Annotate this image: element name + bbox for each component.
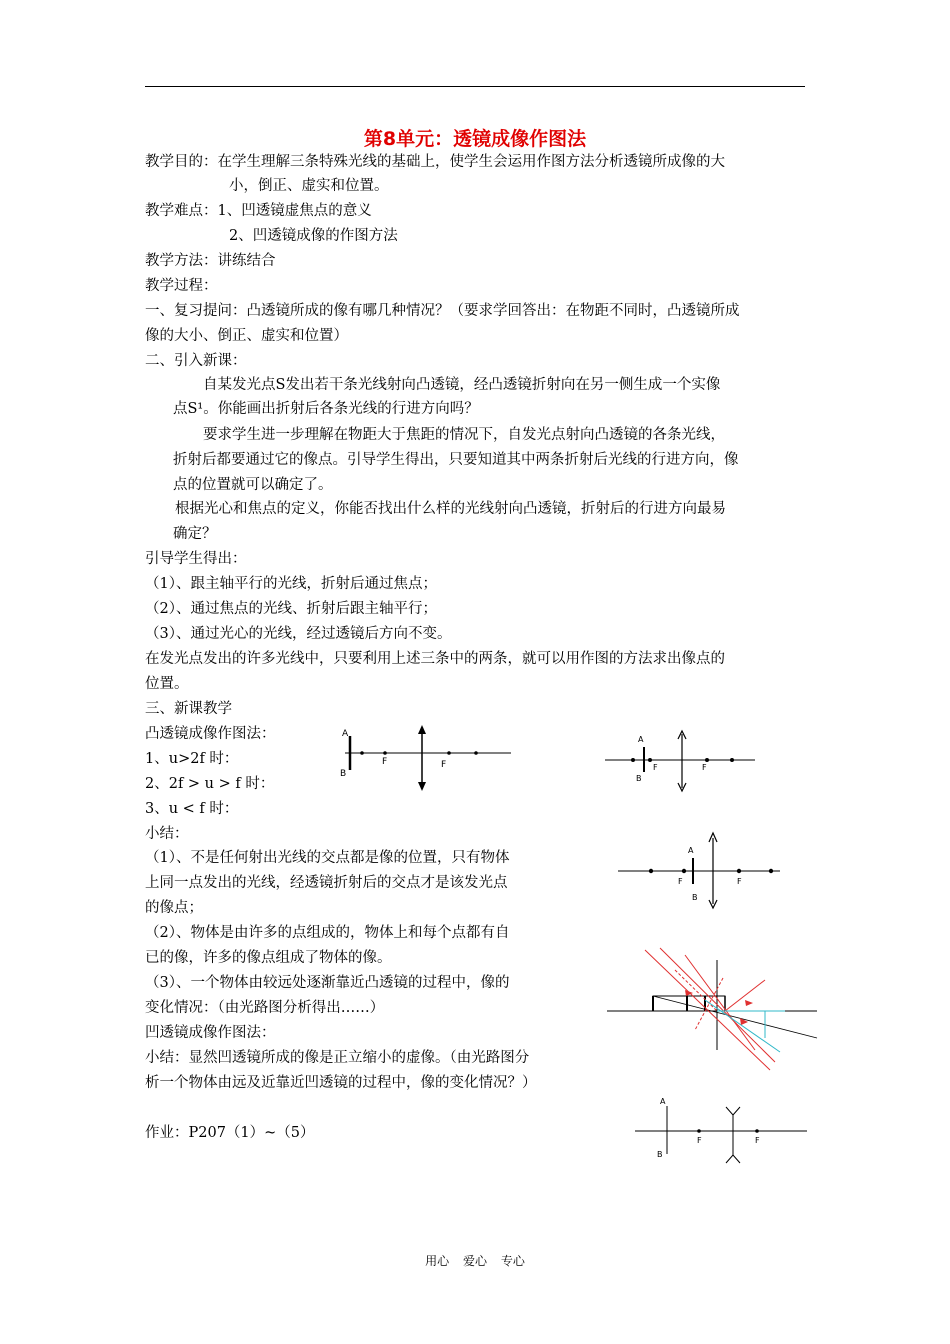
text-line: 的像点；	[145, 900, 203, 916]
label-f: F	[702, 763, 707, 772]
footer-text: 用心	[425, 1254, 450, 1268]
text-line: 点S¹。你能画出折射后各条光线的行进方向吗？	[173, 401, 479, 417]
text-line: 在发光点发出的许多光线中，只要利用上述三条中的两条，就可以用作图的方法求出像点的	[145, 651, 725, 667]
text-line: 1、u>2f 时：	[145, 751, 239, 767]
text-line: 三、新课教学	[145, 701, 232, 717]
diagram-u-gt-2f	[335, 722, 515, 792]
text-line: （2）、物体是由许多的点组成的，物体上和每个点都有自	[145, 925, 510, 941]
text-line: 一、复习提问：凸透镜所成的像有哪几种情况？（要求学回答出：在物距不同时，凸透镜所成	[145, 303, 740, 319]
text-line: （3）、通过光心的光线，经过透镜后方向不变。	[145, 626, 452, 642]
label-a: A	[638, 735, 644, 744]
text-line: 引导学生得出：	[145, 551, 247, 567]
label-a: A	[342, 729, 349, 739]
text-line: 位置。	[145, 676, 189, 692]
header-rule	[145, 86, 805, 87]
text-line: 小结：显然凹透镜所成的像是正立缩小的虚像。（由光路图分	[145, 1050, 530, 1066]
label-a: A	[660, 1097, 666, 1106]
label-b: B	[636, 774, 642, 783]
label-f: F	[755, 1136, 760, 1145]
text-line: 2、凹透镜成像的作图方法	[229, 228, 398, 244]
text-line: 2、2f > u > f 时：	[145, 776, 275, 792]
label-a: A	[688, 846, 694, 855]
text-line: 变化情况：（由光路图分析得出……）	[145, 1000, 385, 1016]
label-f: F	[697, 1136, 702, 1145]
diagram-u-lt-f	[615, 828, 785, 910]
text-line: 析一个物体由远及近靠近凹透镜的过程中，像的变化情况？）	[145, 1075, 537, 1091]
diagram-2f-gt-u-gt-f	[600, 728, 760, 794]
label-f: F	[653, 763, 658, 772]
diagram-ray-sketch	[605, 940, 820, 1080]
text-line: 已的像，许多的像点组成了物体的像。	[145, 950, 392, 966]
text-line: 教学难点：1、凹透镜虚焦点的意义	[145, 203, 372, 219]
text-line: 作业：P207（1）~（5）	[145, 1125, 315, 1141]
text-line: 凸透镜成像作图法：	[145, 726, 276, 742]
text-line: 点的位置就可以确定了。	[173, 477, 333, 493]
text-line: 要求学生进一步理解在物距大于焦距的情况下，自发光点射向凸透镜的各条光线，	[203, 427, 725, 443]
footer-text: 专心	[500, 1254, 525, 1268]
footer-text: 爱心	[462, 1254, 487, 1268]
label-b: B	[340, 769, 347, 779]
text-line: 折射后都要通过它的像点。引导学生得出，只要知道其中两条折射后光线的行进方向，像	[173, 452, 739, 468]
label-f: F	[382, 757, 388, 767]
text-line: 凹透镜成像作图法：	[145, 1025, 276, 1041]
text-line: 自某发光点S发出若干条光线射向凸透镜，经凸透镜折射向在另一侧生成一个实像	[203, 377, 721, 393]
text-line: 教学方法：讲练结合	[145, 253, 276, 269]
text-line: 确定？	[173, 526, 217, 542]
text-line: 上同一点发出的光线，经透镜折射后的交点才是该发光点	[145, 875, 508, 891]
diagram-concave-lens	[630, 1092, 810, 1164]
text-line: （3）、一个物体由较远处逐渐靠近凸透镜的过程中，像的	[145, 975, 510, 991]
text-line: 二、引入新课：	[145, 353, 247, 369]
text-line: （1）、跟主轴平行的光线，折射后通过焦点；	[145, 576, 437, 592]
text-line: （2）、通过焦点的光线、折射后跟主轴平行；	[145, 601, 437, 617]
text-line: 小结：	[145, 826, 189, 842]
text-line: 3、u < f 时：	[145, 801, 239, 817]
text-line: 教学过程：	[145, 278, 218, 294]
page-title: 第8单元：透镜成像作图法	[363, 128, 587, 150]
label-f: F	[441, 760, 447, 770]
text-line: 像的大小、倒正、虚实和位置）	[145, 328, 348, 344]
label-b: B	[657, 1150, 663, 1159]
text-line: 小，倒正、虚实和位置。	[229, 178, 389, 194]
text-line: 教学目的：在学生理解三条特殊光线的基础上，使学生会运用作图方法分析透镜所成像的大	[145, 154, 725, 170]
label-f: F	[678, 877, 683, 886]
label-f: F	[737, 877, 742, 886]
text-line: 根据光心和焦点的定义，你能否找出什么样的光线射向凸透镜，折射后的行进方向最易	[175, 501, 726, 517]
text-line: （1）、不是任何射出光线的交点都是像的位置，只有物体	[145, 850, 510, 866]
page-footer	[0, 1252, 950, 1269]
label-b: B	[692, 893, 698, 902]
